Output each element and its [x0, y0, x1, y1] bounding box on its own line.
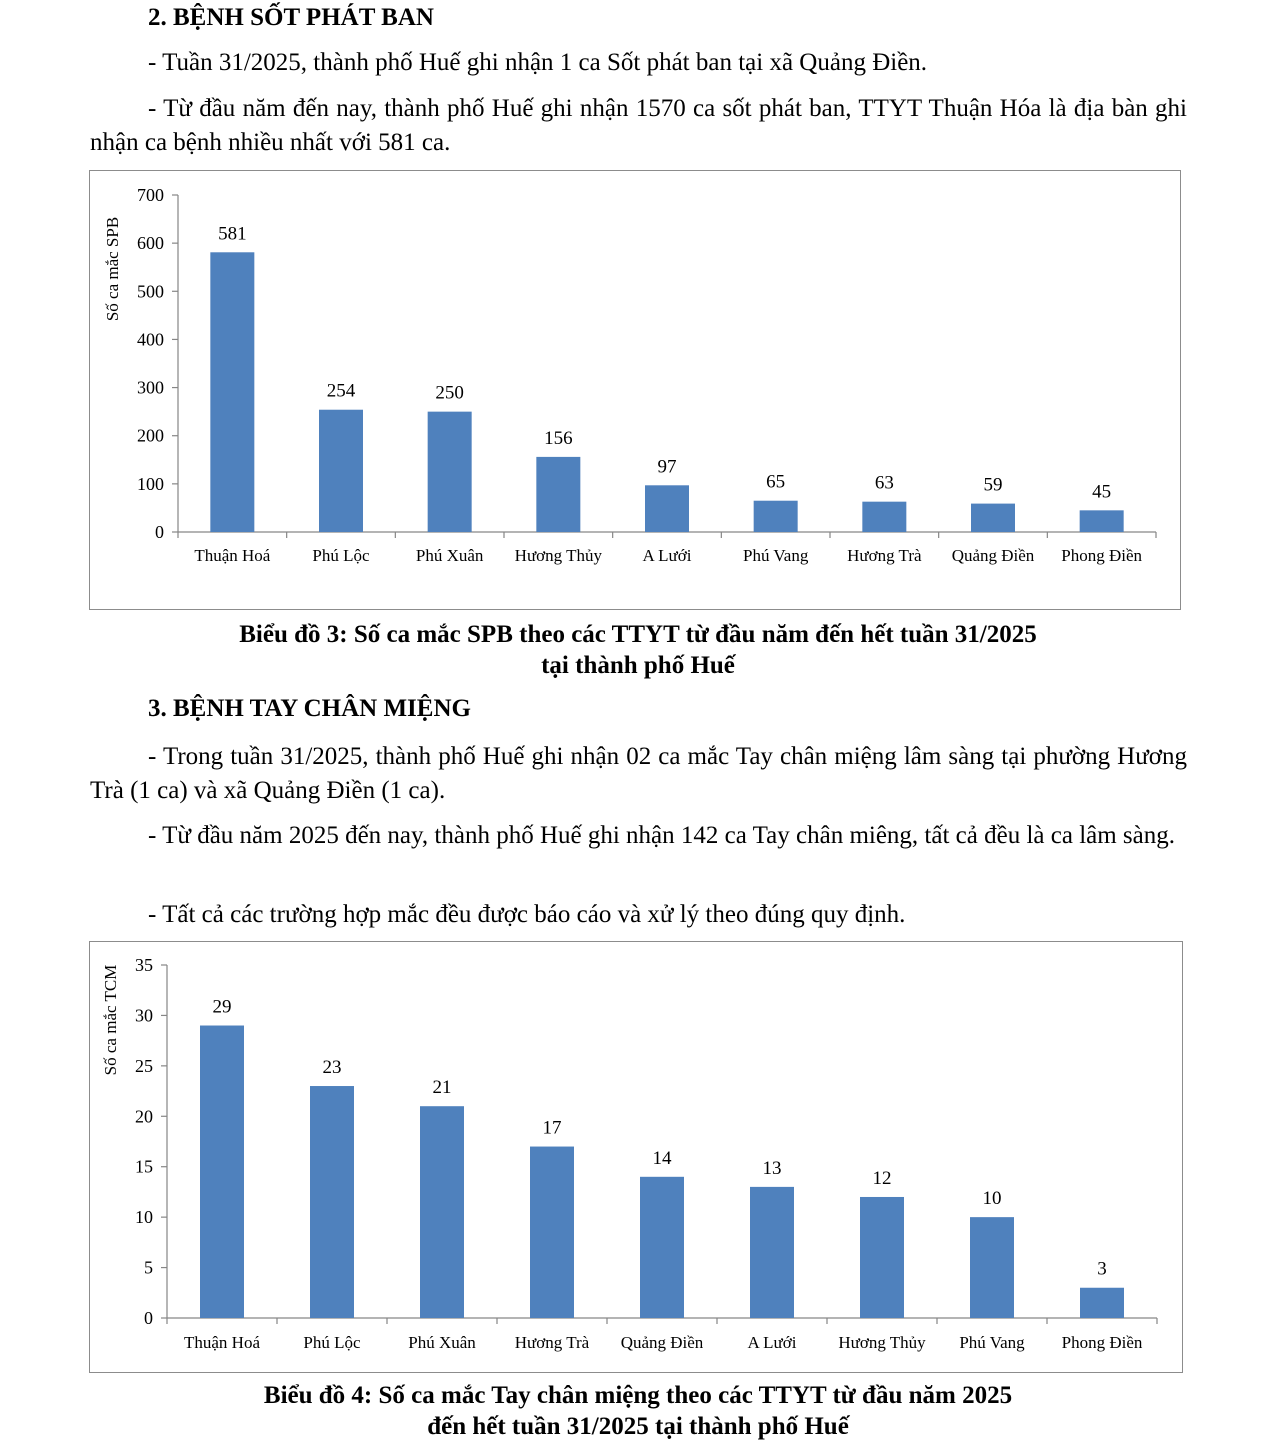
- spb-category-label: Phong Điền: [1061, 546, 1143, 565]
- spb-category-label: Hương Thủy: [514, 546, 602, 565]
- spb-data-label: 250: [435, 382, 464, 404]
- spb-bar: [862, 502, 906, 532]
- tcm-data-label: 17: [542, 1117, 562, 1139]
- chart-spb-container: [89, 170, 1181, 610]
- tcm-data-label: 14: [652, 1147, 672, 1169]
- paragraph-tcm-week: - Trong tuần 31/2025, thành phố Huế ghi nhận 02 ca mắc Tay chân miệng lâm sàng tại phường Hương Trà (1 ca) và xã Quảng Điền (1 ca).: [90, 743, 1187, 804]
- spb-y-tick-label: 100: [137, 473, 164, 494]
- tcm-data-label: 10: [982, 1188, 1002, 1210]
- tcm-category-label: Phú Xuân: [408, 1333, 476, 1352]
- tcm-y-axis-label: Số ca mắc TCM: [101, 964, 120, 1076]
- tcm-y-tick-label: 5: [144, 1257, 153, 1278]
- caption-chart-3-line2: tại thành phố Huế: [541, 652, 735, 679]
- spb-category-label: A Lưới: [642, 546, 692, 565]
- spb-y-tick-label: 700: [137, 185, 164, 205]
- tcm-data-label: 3: [1097, 1258, 1107, 1280]
- spb-data-label: 45: [1092, 481, 1112, 503]
- tcm-y-tick-label: 25: [135, 1055, 153, 1076]
- spb-data-label: 63: [874, 472, 894, 494]
- tcm-category-label: Phú Vang: [959, 1333, 1025, 1352]
- spb-category-label: Hương Trà: [847, 546, 922, 565]
- spb-bar: [428, 412, 472, 532]
- section-heading-spb: 2. BỆNH SỐT PHÁT BAN: [148, 4, 434, 31]
- tcm-y-tick-label: 0: [144, 1308, 153, 1328]
- spb-bar: [971, 504, 1015, 532]
- tcm-category-label: Quảng Điền: [620, 1333, 704, 1352]
- spb-bar: [754, 501, 798, 532]
- tcm-category-label: A Lưới: [747, 1333, 797, 1352]
- spb-data-label: 581: [218, 223, 247, 245]
- spb-data-label: 156: [544, 427, 573, 449]
- tcm-category-label: Hương Thủy: [838, 1333, 926, 1352]
- caption-chart-4-line1: Biểu đồ 4: Số ca mắc Tay chân miệng theo các TTYT từ đầu năm 2025: [263, 1382, 1013, 1409]
- tcm-bar: [200, 1026, 244, 1318]
- tcm-category-label: Hương Trà: [514, 1333, 590, 1352]
- spb-data-label: 59: [983, 474, 1003, 496]
- tcm-bar: [1080, 1288, 1124, 1318]
- caption-chart-4-line2: đến hết tuần 31/2025 tại thành phố Huế: [427, 1413, 849, 1440]
- tcm-data-label: 29: [212, 996, 232, 1018]
- tcm-y-tick-label: 30: [135, 1005, 153, 1026]
- tcm-data-label: 12: [872, 1167, 892, 1189]
- tcm-y-tick-label: 20: [135, 1106, 153, 1127]
- tcm-bar: [530, 1147, 574, 1318]
- tcm-bar: [640, 1177, 684, 1318]
- spb-category-label: Quảng Điền: [951, 546, 1035, 565]
- spb-y-tick-label: 600: [137, 233, 164, 254]
- tcm-y-tick-label: 35: [135, 955, 153, 975]
- tcm-bar: [310, 1086, 354, 1318]
- tcm-y-tick-label: 15: [135, 1156, 153, 1177]
- tcm-data-label: 13: [762, 1157, 782, 1179]
- paragraph-tcm-total: - Từ đầu năm 2025 đến nay, thành phố Huế ghi nhận 142 ca Tay chân miêng, tất cả đều là ca lâm sàng.: [148, 822, 1176, 849]
- spb-bar: [210, 252, 254, 532]
- spb-bar: [319, 410, 363, 532]
- tcm-category-label: Thuận Hoá: [183, 1333, 261, 1352]
- spb-category-label: Thuận Hoá: [194, 546, 271, 565]
- spb-category-label: Phú Vang: [742, 546, 809, 565]
- tcm-bar: [860, 1197, 904, 1318]
- spb-data-label: 97: [657, 456, 677, 478]
- spb-y-tick-label: 300: [137, 377, 164, 398]
- tcm-bar: [420, 1106, 464, 1318]
- caption-chart-3-line1: Biểu đồ 3: Số ca mắc SPB theo các TTYT từ đầu năm đến hết tuần 31/2025: [239, 621, 1037, 648]
- spb-y-tick-label: 0: [155, 522, 164, 542]
- spb-y-tick-label: 400: [137, 329, 164, 350]
- paragraph-spb-week: - Tuần 31/2025, thành phố Huế ghi nhận 1 ca Sốt phát ban tại xã Quảng Điền.: [148, 49, 928, 76]
- tcm-y-tick-label: 10: [135, 1207, 153, 1228]
- spb-category-label: Phú Xuân: [415, 546, 484, 565]
- spb-data-label: 254: [326, 380, 356, 402]
- spb-y-tick-label: 200: [137, 425, 164, 446]
- chart-spb: [90, 171, 1182, 611]
- spb-category-label: Phú Lộc: [312, 546, 370, 565]
- tcm-bar: [750, 1187, 794, 1318]
- spb-bar: [645, 485, 689, 532]
- spb-bar: [536, 457, 580, 532]
- caption-chart-4: [0, 1380, 1276, 1442]
- spb-y-axis-label: Số ca mắc SPB: [103, 216, 122, 322]
- paragraph-spb-total: - Từ đầu năm đến nay, thành phố Huế ghi nhận 1570 ca sốt phát ban, TTYT Thuận Hóa là địa bàn ghi nhận ca bệnh nhiều nhất với 581 ca.: [90, 95, 1187, 156]
- tcm-bar: [970, 1217, 1014, 1318]
- tcm-data-label: 23: [322, 1057, 342, 1079]
- tcm-data-label: 21: [432, 1077, 452, 1099]
- paragraph-tcm-report: - Tất cả các trường hợp mắc đều được báo cáo và xử lý theo đúng quy định.: [148, 901, 906, 928]
- section-heading-tcm: 3. BỆNH TAY CHÂN MIỆNG: [148, 695, 471, 722]
- chart-tcm: [90, 942, 1184, 1374]
- tcm-category-label: Phú Lộc: [303, 1333, 361, 1352]
- spb-bar: [1080, 510, 1124, 532]
- spb-y-tick-label: 500: [137, 281, 164, 302]
- chart-tcm-container: [89, 941, 1183, 1373]
- tcm-category-label: Phong Điền: [1061, 1333, 1143, 1352]
- caption-chart-3: [0, 619, 1276, 681]
- spb-data-label: 65: [766, 471, 786, 493]
